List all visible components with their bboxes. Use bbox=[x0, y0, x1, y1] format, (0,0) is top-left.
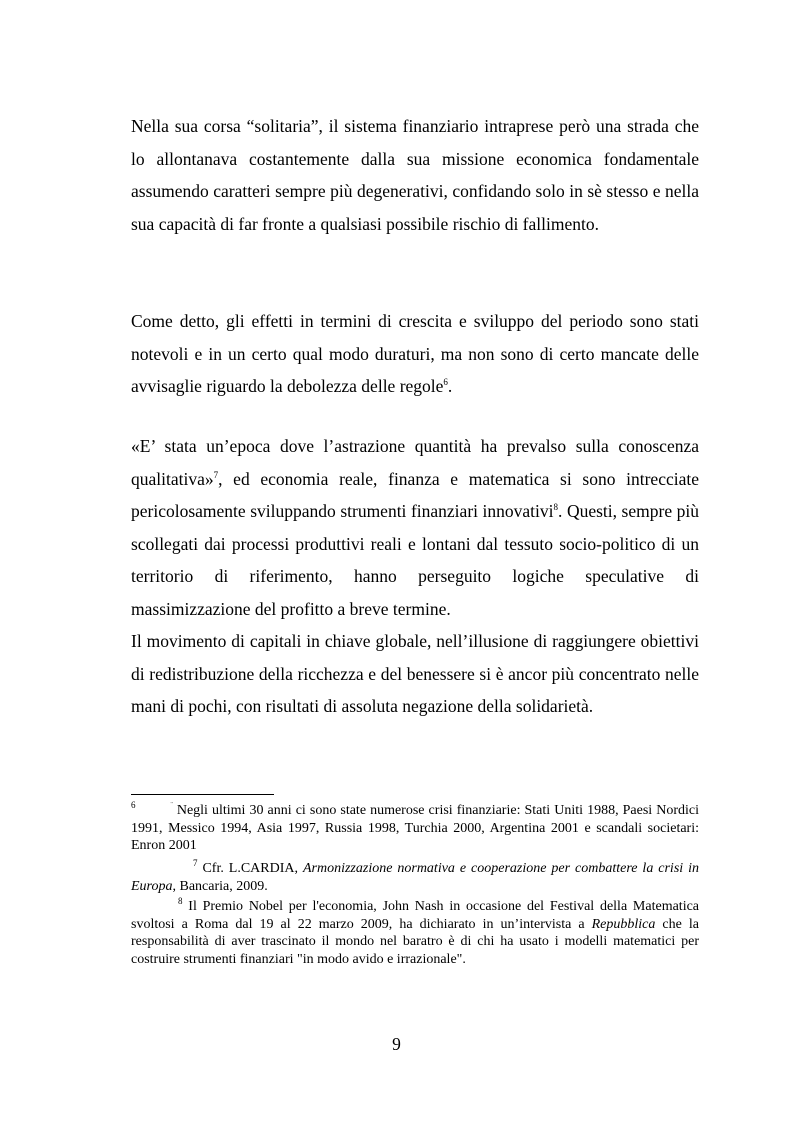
paragraph-4: Il movimento di capitali in chiave globale, nell’illusione di raggiungere obiettivi di redistribuzione della ricchezza e del benessere si è ancor più concentrato nelle mani di pochi, con risultati di assoluta negazione della solidarietà. bbox=[131, 631, 699, 716]
footnote-separator bbox=[131, 794, 274, 795]
paragraph-1: Nella sua corsa “solitaria”, il sistema finanziario intraprese però una strada che lo allontanava costantemente dalla sua missione economica fondamentale assumendo caratteri sempre più degenerativi, confidando solo in sè stesso e nella sua capacità di far fronte a qualsiasi possibile rischio di fallimento. bbox=[131, 116, 699, 234]
footnote-8: $^8$ Il Premio Nobel per l'economia, John Nash in occasione del Festival della Matematica svoltosi a Roma dal 19 al 22 marzo 2009, ha dichiarato in un’intervista a Repubblica che la responsabilità di aver trascinato il mondo nel baratro è di chi ha usato i modelli matematici per costruire strumenti finanziari "in modo avido e irrazionale". bbox=[131, 896, 700, 967]
paragraph-2: Come detto, gli effetti in termini di crescita e sviluppo del periodo sono stati notevoli e in un certo qual modo duraturi, ma non sono di certo mancate delle avvisaglie riguardo la debolezza delle regole$^6$. bbox=[131, 311, 699, 396]
footnote-ref-7: 7 bbox=[213, 469, 219, 480]
footnote-7: $^7$ Cfr. L.CARDIA, Armonizzazione normativa e cooperazione per combattere la crisi in Europa, Bancaria, 2009. bbox=[131, 858, 699, 894]
footnote-6: $^6$ ¨ Negli ultimi 30 anni ci sono state numerose crisi finanziarie: Stati Uniti 1988, Paesi Nordici 1991, Messico 1994, Asia 1997, Russia 1998, Turchia 2000, Argentina 2001 e scandali societari: Enron 2001 bbox=[131, 800, 699, 853]
footnote-ref-8: 8 bbox=[553, 502, 559, 512]
footnote-7-title: Armonizzazione normativa e cooperazione per combattere la crisi in Europa bbox=[131, 861, 699, 894]
footnote-8-publication: Repubblica bbox=[591, 916, 656, 932]
paragraph-3: «E’ stata un’epoca dove l’astrazione quantità ha prevalso sulla conoscenza qualitativa»$^7$, ed economia reale, finanza e matematica si sono intrecciate pericolosamente sviluppando strumenti finanziari innovativi$^8$. Questi, sempre più scollegati dai processi produttivi reali e lontani dal tessuto socio-politico di un territorio di riferimento, hanno perseguito logiche speculative di massimizzazione del profitto a breve termine. bbox=[131, 436, 700, 619]
page-number: 9 bbox=[392, 1034, 401, 1054]
footnote-ref-6: 6 bbox=[443, 377, 448, 387]
